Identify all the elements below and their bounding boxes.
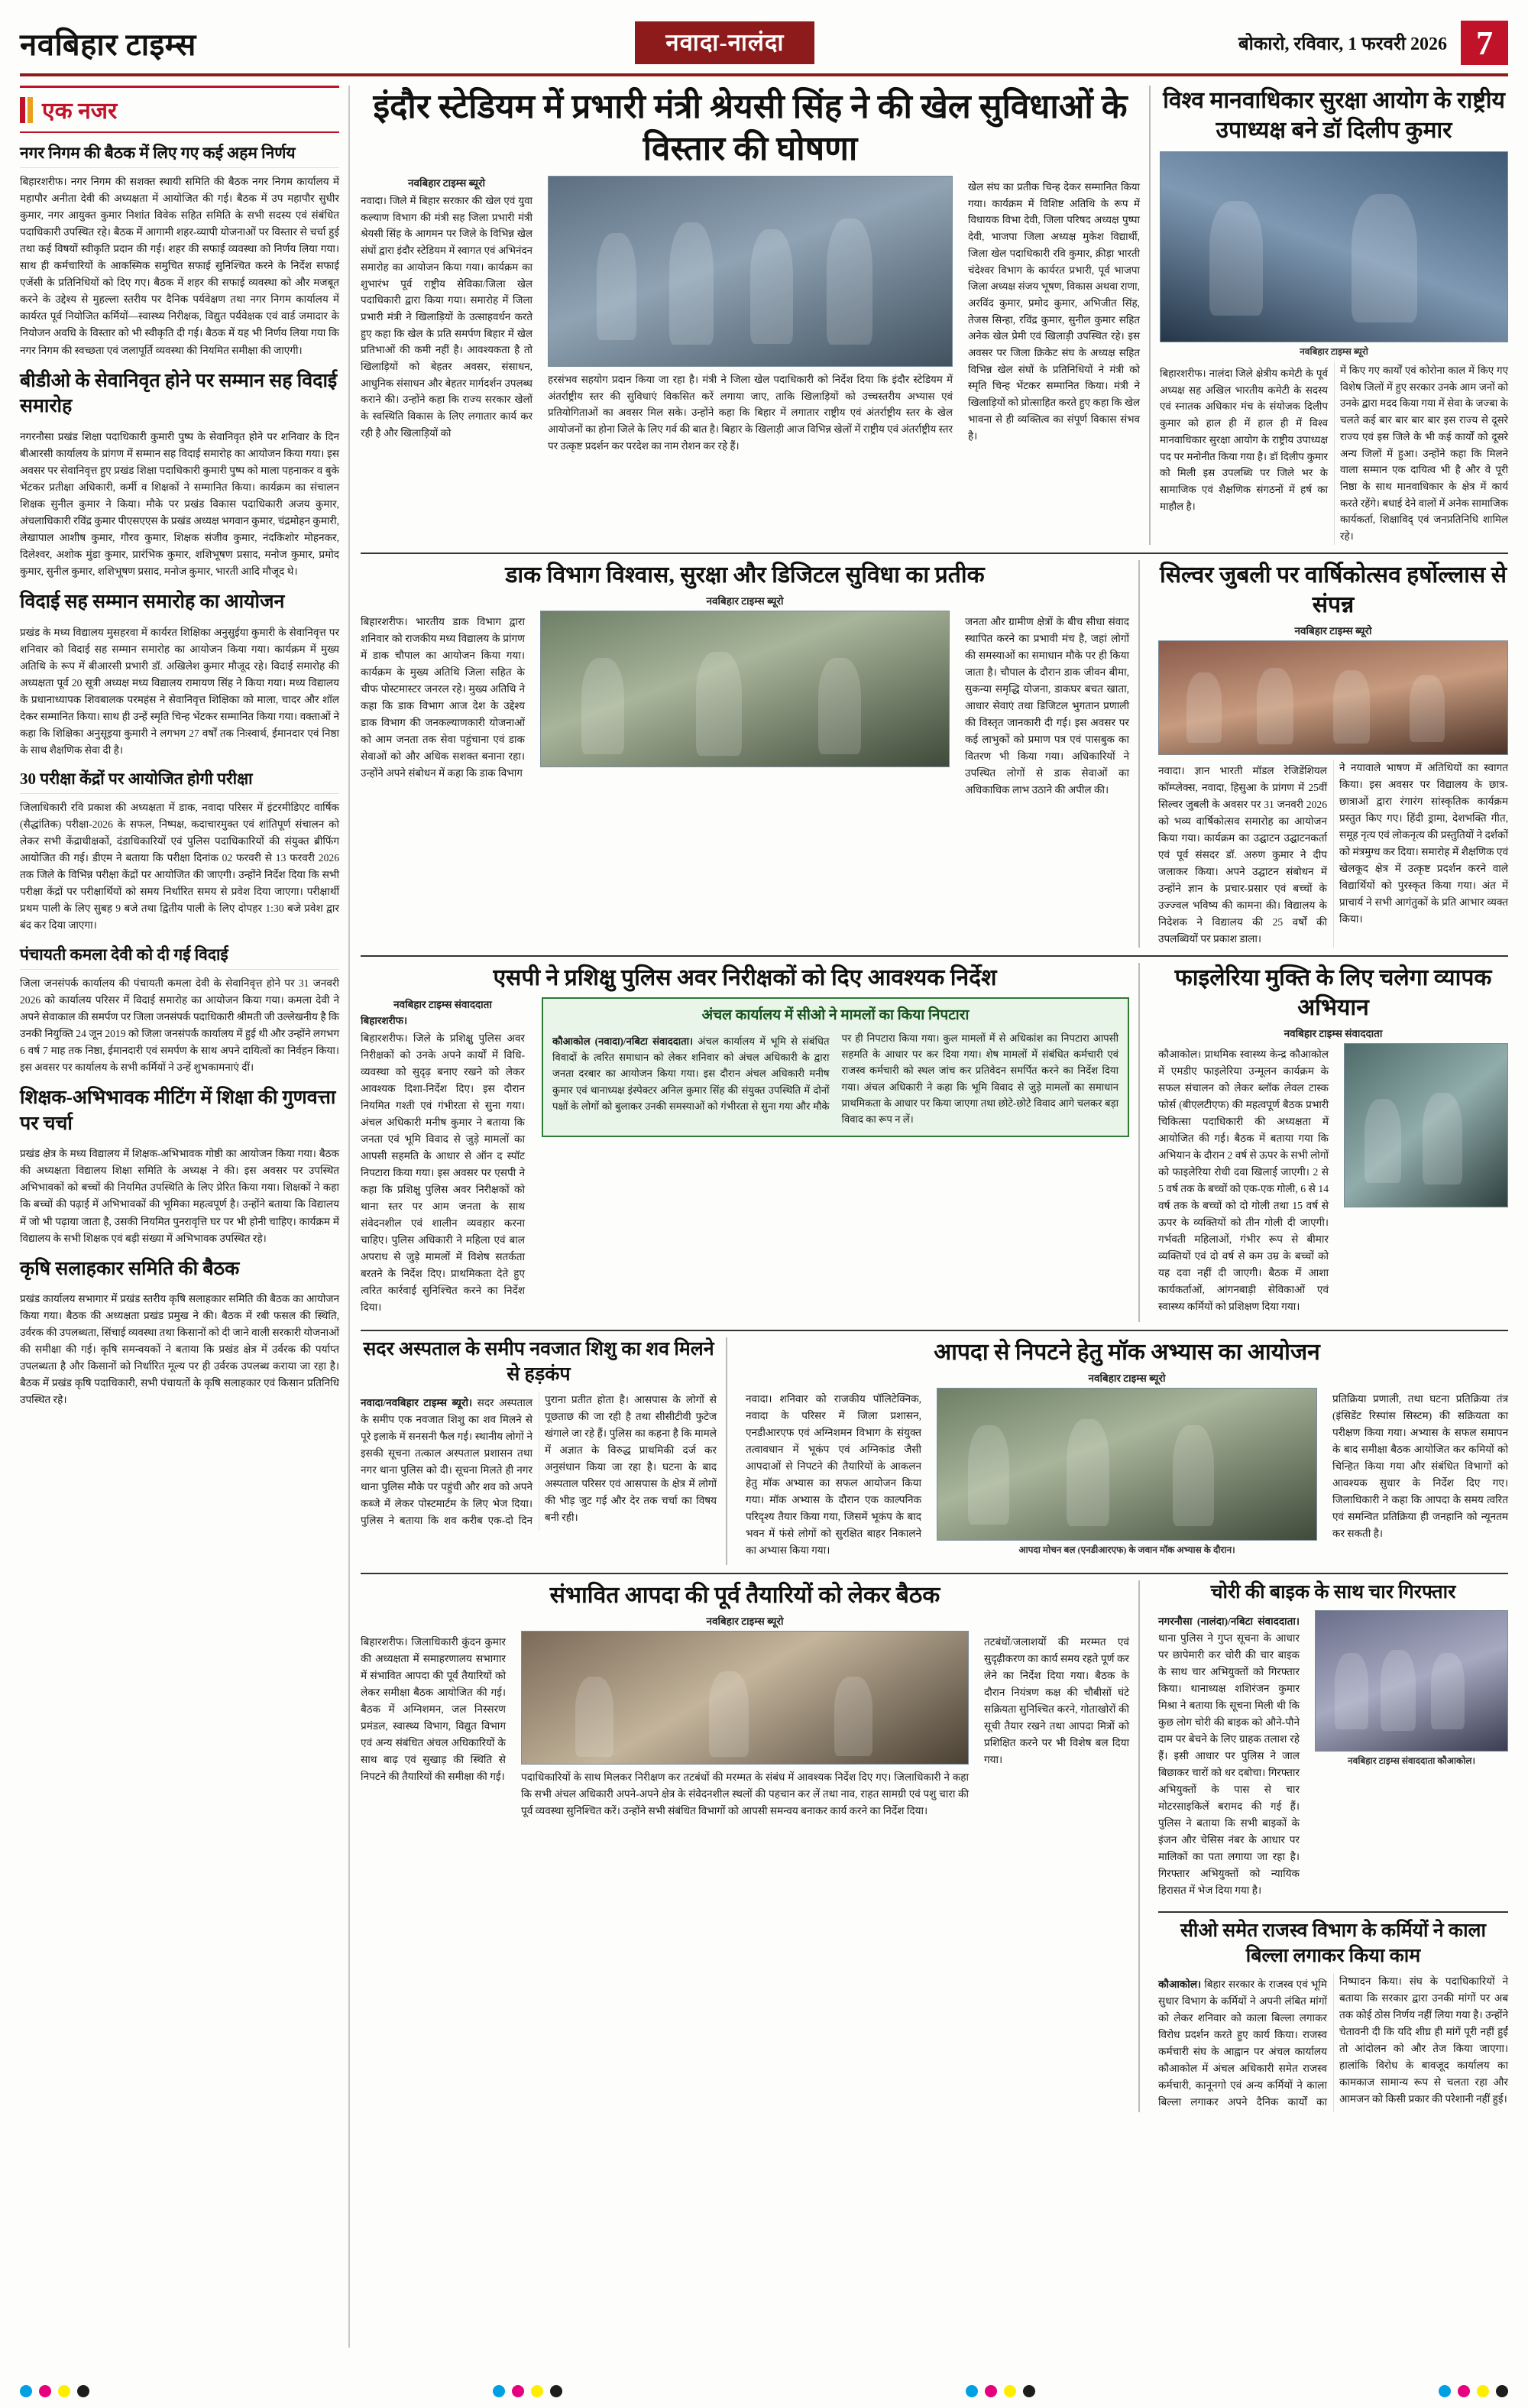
lead-photo-wrap <box>542 176 959 461</box>
preparedness-photo <box>521 1631 969 1765</box>
post-photo <box>540 611 950 767</box>
bike-photo <box>1315 1610 1508 1752</box>
sdpo-body: बिहारशरीफ। जिले के प्रशिक्षु पुलिस अवर निरीक्षकों को उनके अपने कार्यों में विधि-व्यवस्था को सुदृढ़ बनाए रखने को लेकर आवश्यक दिशा-निर्देश दिए। इस दौरान नियमित गश्ती एवं गंभीरता से सुना गया। अंचल अधिकारी मनीष कुमार ने बताया कि जनता एवं भूमि विवाद से जुड़े मामलों का आपसी सहमति के आधार से ऑन द स्पॉट निपटारा किया गया। इस अवसर पर एसपी ने कहा कि प्रशिक्षु पुलिस अवर निरीक्षकों को थाना स्तर पर आम जनता के साथ संवेदनशील एवं शालीन व्यवहार करना चाहिए। पुलिस अधिकारी ने महिला एवं बाल अपराध से जुड़े मामलों में विशेष सतर्कता बरतने के निर्देश दिए। प्राथमिकता देते हुए त्वरित कार्रवाई सुनिश्चित करने का निर्देश दिया। <box>361 1032 525 1314</box>
preparedness-body-2: पदाधिकारियों के साथ मिलकर निरीक्षण कर तटबंधों की मरम्मत के संबंध में आवश्यक निर्देश दिए गए। जिलाधिकारी ने कहा कि सभी अंचल अधिकारी अपने-अपने क्षेत्र के संवेदनशील स्थलों की पहचान कर लें तथा नाव, राहत सामग्री एवं पशु चारा की पूर्व व्यवस्था सुनिश्चित करें। उन्होंने सभी संबंधित विभागों को आपसी समन्वय बनाकर कार्य करने का निर्देश दिया। <box>521 1771 969 1817</box>
mock-story <box>736 1337 1508 1565</box>
ek-nazar-header <box>20 86 339 133</box>
sidebar-article <box>20 1085 339 1247</box>
article-body: जिलाधिकारी रवि प्रकाश की अध्यक्षता में डाक, नवादा परिसर में इंटरमीडिएट वार्षिक (सैद्धांतिक) परीक्षा-2026 के सफल, निष्पक्ष, कदाचारमुक्त एवं शांतिपूर्ण संचालन को लेकर सभी केंद्राधीक्षकों, दंडाधिकारियों एवं पुलिस पदाधिकारियों की संयुक्त ब्रीफिंग आयोजित की गई। डीएम ने बताया कि परीक्षा दिनांक 02 फरवरी से 13 फरवरी 2026 तक जिले के विभिन्न परीक्षा केंद्रों पर आयोजित की जाएगी। उन्होंने निर्देश दिया कि सभी परीक्षा केंद्रों पर परीक्षार्थियों को समय निर्धारित समय से प्रवेश दिया जाएगा। परीक्षार्थी प्रथम पाली के लिए सुबह 9 बजे तथा द्वितीय पाली के लिए दोपहर 1:30 बजे प्रवेश द्वार बंद कर दिया जाएगा। <box>20 802 339 932</box>
filaria-photo <box>1344 1043 1508 1207</box>
mock-headline: आपदा से निपटने हेतु मॉक अभ्यास का आयोजन <box>934 1340 1320 1366</box>
lead-body-3: खेल संघ का प्रतीक चिन्ह देकर सम्मानित किया गया। कार्यक्रम में विशिष्ट अतिथि के रूप में विधायक विभा देवी, जिला परिषद अध्यक्ष पुष्पा देवी, भाजपा जिला अध्यक्ष मुकेश विद्यार्थी, जिला खेल पदाधिकारी रवि कुमार, क्रीड़ा भारती चंदेश्वर विभाग के कार्यरत प्रभारी, पूर्व भाजपा जिला अध्यक्ष संजय भूषण, विकास अथवा राणा, अरविंद कुमार, प्रमोद कुमार, अभिजीत सिंह, तेजस सिन्हा, रविंद्र कुमार, सुनील कुमार सहित अनेक खेल प्रेमी एवं खिलाड़ी उपस्थित रहे। इस अवसर पर जिला क्रिकेट संघ के अध्यक्ष सहित विभिन्न खेल संघों के प्रतिनिधियों ने मंत्री को स्मृति चिन्ह भेंटकर सम्मानित किया। मंत्री ने खिलाड़ियों को प्रोत्साहित करते हुए कहा कि खेल भावना से ही व्यक्तित्व का संपूर्ण विकास संभव है। <box>968 181 1140 442</box>
silver-byline: नवबिहार टाइम्स ब्यूरो <box>1294 624 1372 637</box>
dateline: बोकारो, रविवार, 1 फरवरी 2026 <box>1238 34 1447 54</box>
color-registration-bar <box>20 2385 1508 2397</box>
blackbadge-headline: सीओ समेत राजस्व विभाग के कर्मियों ने काला बिल्ला लगाकर किया काम <box>1180 1920 1486 1966</box>
newborn-headline: सदर अस्पताल के समीप नवजात शिशु का शव मिलने से हड़कंप <box>363 1339 714 1385</box>
left-sidebar-column <box>20 86 350 2348</box>
silver-headline: सिल्वर जुबली पर वार्षिकोत्सव हर्षोल्लास से संपन्न <box>1160 562 1507 617</box>
bike-headline: चोरी की बाइक के साथ चार गिरफ्तार <box>1210 1582 1456 1603</box>
post-byline: नवबिहार टाइम्स ब्यूरो <box>706 595 784 607</box>
sdpo-dateline: बिहारशरीफ। <box>361 1014 408 1026</box>
lead-photo <box>548 176 953 367</box>
greenbox-body <box>552 1030 1118 1128</box>
top-right-body-2: में किए गए कार्यों एवं कोरोना काल में किए गए विशेष जिलों में हुए सरकार उनके आम जनों को उनके द्वारा मदद किया गया में सेवा के जज्बा के चलते कई बार बार बार बार इस राज्य से दूसरे राज्य एवं इस जिले के भी कई कार्यों को दूसरे अन्य जिलों में हुआ। उन्होंने कहा कि मिलने वाला सम्मान एक दायित्व भी है और वे पूरी निष्ठा के साथ मानवाधिकार के क्षेत्र में कार्य करते रहेंगे। बधाई देने वालों में अनेक सामाजिक कार्यकर्ता, शिक्षाविद् एवं जनप्रतिनिधि शामिल रहे। <box>1340 365 1508 543</box>
lead-body-2: हरसंभव सहयोग प्रदान किया जा रहा है। मंत्री ने जिला खेल पदाधिकारी को निर्देश दिया कि इंदौर स्टेडियम में अंतर्राष्ट्रीय स्तर की सुविधाएं विकसित करें लगाया जाए, ताकि खिलाड़ियों को उच्चस्तरीय अभ्यास एवं प्रतियोगिताओं का अवसर मिल सके। उन्होंने कहा कि बिहार में लगातार राष्ट्रीय एवं अंतर्राष्ट्रीय स्तर के खेल आयोजनों का होना जिले के लिए गर्व की बात है। बिहार के खिलाड़ी आज विभिन्न खेलों में राष्ट्रीय एवं अंतर्राष्ट्रीय स्तर पर उत्कृष्ट प्रदर्शन कर परदेश का नाम रोशन कर रहे हैं। <box>548 374 953 452</box>
fifth-row <box>361 1573 1508 2112</box>
newspaper-title: नवबिहार टाइम्स <box>20 27 196 62</box>
masthead <box>20 17 1508 76</box>
preparedness-body-1: बिहारशरीफ। जिलाधिकारी कुंदन कुमार की अध्यक्षता में समाहरणालय सभागार में संभावित आपदा की पूर्व तैयारियों को लेकर समीक्षा बैठक आयोजित की गई। बैठक में अग्निशमन, जल निस्सरण प्रमंडल, स्वास्थ्य विभाग, विद्युत विभाग एवं अन्य संबंधित अंचल अधिकारियों के साथ बाढ़ एवं सुखाड़ की स्थिति से निपटने की तैयारियों की समीक्षा की गई। <box>361 1636 506 1783</box>
blackbadge-byline: कौआकोल। <box>1158 1979 1202 1991</box>
blackbadge-story <box>1158 1911 1508 2112</box>
third-row <box>361 955 1508 1322</box>
sdpo-story <box>361 963 1140 1322</box>
article-headline: शिक्षक-अभिभावक मीटिंग में शिक्षा की गुणवत्ता पर चर्चा <box>20 1087 336 1134</box>
filaria-byline: नवबिहार टाइम्स संवाददाता <box>1284 1027 1383 1039</box>
main-column <box>361 86 1508 2348</box>
newborn-body <box>361 1392 717 1531</box>
sidebar-article <box>20 944 339 1076</box>
top-right-photo <box>1160 151 1508 342</box>
post-headline: डाक विभाग विश्वास, सुरक्षा और डिजिटल सुविधा का प्रतीक <box>505 562 985 588</box>
ek-nazar-title: एक नजर <box>42 99 118 124</box>
blackbadge-body <box>1158 1973 1508 2112</box>
article-body: प्रखंड कार्यालय सभागार में प्रखंड स्तरीय कृषि सलाहकार समिति की बैठक का आयोजन किया गया। बैठक की अध्यक्षता प्रखंड प्रमुख ने की। बैठक में रबी फसल की स्थिति, उर्वरक की उपलब्धता, सिंचाई व्यवस्था तथा किसानों को दी जाने वाली सरकारी योजनाओं की समीक्षा की गई। कृषि समन्वयकों ने बताया कि प्रखंड क्षेत्र में उर्वरक की पर्याप्त उपलब्धता है और किसानों को निर्धारित मूल्य पर ही उर्वरक उपलब्ध कराया जा रहा है। बैठक में प्रखंड कृषि पदाधिकारी, सभी पंचायतों के कृषि सलाहकार एवं किसान प्रतिनिधि उपस्थित रहे। <box>20 1293 339 1406</box>
top-row <box>361 86 1508 545</box>
second-row <box>361 553 1508 948</box>
lead-story <box>361 86 1140 545</box>
blackbadge-text: बिहार सरकार के राजस्व एवं भूमि सुधार विभाग के कर्मियों ने अपनी लंबित मांगों को लेकर शनिवार को काला बिल्ला लगाकर विरोध प्रदर्शन करते हुए कार्य किया। राजस्व कर्मचारी संघ के आह्वान पर अंचल कार्यालय कौआकोल में अंचल अधिकारी समेत राजस्व कर्मचारी, कानूनगो एवं अन्य कर्मियों ने काला बिल्ला लगाकर अपने दैनिक कार्यों का निष्पादन किया। संघ के पदाधिकारियों ने बताया कि सरकार द्वारा उनकी मांगों पर अब तक कोई ठोस निर्णय नहीं लिया गया है। उन्होंने चेतावनी दी कि यदि शीघ्र ही मांगें पूरी नहीं हुईं तो आंदोलन को और तेज किया जाएगा। हालांकि विरोध के बावजूद कार्यालय का कामकाज सामान्य रूप से चलता रहा और आमजन को किसी प्रकार की परेशानी नहीं हुई। <box>1158 1975 1508 2108</box>
mock-photo <box>937 1388 1317 1541</box>
greenbox-byline: कौआकोल (नवादा)/नबिटा संवाददाता। <box>552 1035 694 1047</box>
lead-body-1: नवादा। जिले में बिहार सरकार की खेल एवं युवा कल्याण विभाग की मंत्री सह जिला प्रभारी मंत्री श्रेयसी सिंह के आगमन पर जिले के विभिन्न खेल संघों द्वारा इंदौर स्टेडियम में स्वागत एवं अभिनंदन समारोह का आयोजन किया गया। कार्यक्रम का शुभारंभ पूर्व राष्ट्रीय सेविका/जिला खेल पदाधिकारी द्वारा किया गया। समारोह में जिला प्रभारी मंत्री ने खिलाड़ियों के उत्साहवर्धन करते हुए कहा कि खेल के प्रति समर्पण बिहार में खेल प्रतिभाओं की कमी नहीं है। आवश्यकता है तो खिलाड़ियों को बेहतर अवसर, संसाधन, आधुनिक संसाधन और बेहतर मार्गदर्शन उपलब्ध कराने की। उन्होंने कहा कि राज्य सरकार खेलों के स्वस्थिति विकास के लिए लगातार कार्य कर रही है और खिलाड़ियों को <box>361 195 533 439</box>
top-right-story <box>1149 86 1508 545</box>
post-body-1: बिहारशरीफ। भारतीय डाक विभाग द्वारा शनिवार को राजकीय मध्य विद्यालय के प्रांगण में डाक चौपाल का आयोजन किया गया। कार्यक्रम के मुख्य अतिथि जिला सहित के चीफ पोस्टमास्टर जनरल रहे। मुख्य अतिथि ने कहा कि डाक विभाग आज देश के उद्देश्य डाक विभाग की जनकल्याणकारी योजनाओं को आम जनता तक सेवा पहुंचाना एवं डाक सेवाओं को और अधिक सशक्त बनाना रहा। उन्होंने अपने संबोधन में कहा कि डाक विभाग <box>361 615 525 779</box>
page-number: 7 <box>1461 21 1508 65</box>
article-body: प्रखंड के मध्य विद्यालय मुसहरवा में कार्यरत शिक्षिका अनुसुईया कुमारी के सेवानिवृत्त पर शनिवार को विदाई सह सम्मान समारोह का आयोजन किया गया। कार्यक्रम में मुख्य अतिथि के रूप में बीआरसी प्रभारी डॉ. अखिलेश कुमार मौजूद रहे। विदाई समारोह की अध्यक्षता पूर्व 20 सूत्री अध्यक्ष मध्य विद्यालय रामायण सिंह ने किया गया। मध्य विद्यालय के प्रधानाध्यापक शिवबालक परमहंस ने सेवानिवृत्त शिक्षिका को माला, चादर और शॉल देकर सम्मानित किया। साथ ही उन्हें स्मृति चिन्ह भेंटकर सम्मानित किया गया। वक्ताओं ने कहा कि शिक्षिका अनुसूइया कुमारी ने लगभग 27 वर्षों तक निःस्वार्थ, ईमानदार एवं निष्ठा के साथ शैक्षणिक सेवा दी है। <box>20 626 339 757</box>
article-headline: 30 परीक्षा केंद्रों पर आयोजित होगी परीक्षा <box>20 768 339 794</box>
silver-story <box>1149 560 1508 948</box>
article-body: नगरनौसा प्रखंड शिक्षा पदाधिकारी कुमारी पुष्प के सेवानिवृत होने पर शनिवार के दिन बीआरसी कार्यालय के प्रांगण में सम्मान सह विदाई समारोह का आयोजन किया गया। इस अवसर पर सेवानिवृत्त हुए प्रखंड शिक्षा पदाधिकारी कुमारी पुष्प को माला पहनाकर व बुके भेंटकर प्रतीक्षा अधिकारी, कर्मी व शिक्षकों ने सम्मानित किया। कार्यक्रम का संचालन शिक्षक सुनील कुमार ने किया। मौके पर प्रखंड विकास पदाधिकारी अजय कुमार, अंचलाधिकारी रविंद्र कुमार पीएसएएस के प्रखंड अध्यक्ष भगवान कुमार, चंद्रमोहन कुमारी, लेखापाल आशीष कुमार, गौरव कुमार, शिक्षक संजीव कुमार, नंदकिशोर मोहनकर, दिलेश्वर, अशोक मुंडा कुमार, प्रारंभिक कुमार, शशिभूषण प्रसाद, मनोज कुमार, प्रमोद कुमार, सुनील कुमार, शशिभूषण प्रसाद, मनोज कुमार, भारती आदि मौजूद थे। <box>20 431 339 578</box>
sidebar-article <box>20 589 339 759</box>
greenbox-headline: अंचल कार्यालय में सीओ ने मामलों का किया निपटारा <box>701 1006 970 1023</box>
top-right-body-1: बिहारशरीफ। नालंदा जिले क्षेत्रीय कमेटी के पूर्व अध्यक्ष सह अखिल भारतीय कमेटी के सदस्य एवं स्नातक अधिकार मंच के संयोजक दिलीप कुमार को हाल ही में हाल ही में विश्व मानवाधिकार सुरक्षा आयोग के राष्ट्रीय उपाध्यक्ष पद पर मनोनीत किया गया है। डॉ दिलीप कुमार को मिली इस उपलब्धि पर जिले भर के सामाजिक एवं शैक्षणिक संगठनों में हर्ष का माहौल है। <box>1160 368 1328 512</box>
post-story <box>361 560 1140 948</box>
newborn-story <box>361 1337 727 1565</box>
filaria-body: कौआकोल। प्राथमिक स्वास्थ्य केन्द्र कौआकोल में एमडीए फाइलेरिया उन्मूलन कार्यक्रम के सफल संचालन को लेकर ब्लॉक लेवल टास्क फोर्स (बीएलटीएफ) की महत्वपूर्ण बैठक प्रभारी चिकित्सा पदाधिकारी की अध्यक्षता में आयोजित की गई। बैठक में बताया गया कि अभियान के दौरान 2 वर्ष से ऊपर के सभी लोगों को फाइलेरिया रोधी दवा खिलाई जाएगी। 2 से 5 वर्ष तक के बच्चों को एक-एक गोली, 6 से 14 वर्ष तक के बच्चों को दो गोली तथा 15 वर्ष से ऊपर के व्यक्तियों को तीन गोली दी जाएगी। गर्भवती महिलाओं, गंभीर रूप से बीमार व्यक्तियों एवं दो वर्ष से कम उम्र के बच्चों को यह दवा नहीं दी जाएगी। बैठक में आशा कार्यकर्ताओं, आंगनबाड़ी सेविकाओं एवं स्वास्थ्य कर्मियों को प्रशिक्षण दिया गया। <box>1158 1048 1329 1313</box>
preparedness-story <box>361 1580 1140 2112</box>
lead-col-3 <box>968 176 1140 461</box>
sidebar-article <box>20 368 339 581</box>
filaria-story <box>1149 963 1508 1322</box>
newborn-text: सदर अस्पताल के समीप एक नवजात शिशु का शव मिलने से पूरे इलाके में सनसनी फैल गई। स्थानीय लोगों ने इसकी सूचना तत्काल अस्पताल प्रशासन तथा नगर थाना पुलिस को दी। सूचना मिलते ही नगर थाना पुलिस मौके पर पहुंची और शव को अपने कब्जे में लेकर पोस्टमार्टम के लिए भेज दिया। पुलिस ने बताया कि शव करीब एक-दो दिन पुराना प्रतीत होता है। आसपास के लोगों से पूछताछ की जा रही है तथा सीसीटीवी फुटेज खंगाले जा रहे हैं। पुलिस का कहना है कि मामले में अज्ञात के विरुद्ध प्राथमिकी दर्ज कर अनुसंधान किया जा रहा है। घटना के बाद अस्पताल परिसर एवं आसपास के क्षेत्र में लोगों की भीड़ जुट गई और देर तक चर्चा का विषय बनी रही। <box>361 1394 717 1527</box>
sdpo-byline: नवबिहार टाइम्स संवाददाता <box>393 998 492 1010</box>
article-headline: बीडीओ के सेवानिवृत होने पर सम्मान सह विदाई समारोह <box>20 370 338 417</box>
preparedness-headline: संभावित आपदा की पूर्व तैयारियों को लेकर बैठक <box>549 1583 940 1609</box>
blackbadge-photo-caption: नवबिहार टाइम्स संवाददाता कौआकोल। <box>1347 1755 1476 1766</box>
mock-photo-caption: आपदा मोचन बल (एनडीआरएफ) के जवान मॉक अभ्यास के दौरान। <box>1018 1544 1235 1556</box>
masthead-right <box>1238 21 1508 65</box>
filaria-headline: फाइलेरिया मुक्ति के लिए चलेगा व्यापक अभियान <box>1174 964 1492 1020</box>
mock-body-1: नवादा। शनिवार को राजकीय पॉलिटेक्निक, नवादा के परिसर में जिला प्रशासन, एनडीआरएफ एवं अग्निशमन विभाग के संयुक्त तत्वावधान में भूकंप एवं अग्निकांड जैसी आपदाओं से निपटने की तैयारियों के आकलन हेतु मॉक अभ्यास का सफल आयोजन किया गया। मॉक अभ्यास के दौरान एक काल्पनिक परिदृश्य तैयार किया गया, जिसमें भूकंप के बाद भवन में फंसे लोगों को सुरक्षित बाहर निकालने का अभ्यास किया गया। <box>746 1393 921 1557</box>
masthead-center <box>212 21 1238 64</box>
article-headline: नगर निगम की बैठक में लिए गए कई अहम निर्णय <box>20 142 339 168</box>
newborn-byline: नवादा/नवबिहार टाइम्स ब्यूरो। <box>361 1397 473 1409</box>
page-content <box>20 86 1508 2348</box>
right-bottom-stack <box>1149 1580 1508 2112</box>
post-body-2: जनता और ग्रामीण क्षेत्रों के बीच सीधा संवाद स्थापित करने का प्रभावी मंच है, जहां लोगों की समस्याओं का समाधान मौके पर ही किया जाता है। चौपाल के दौरान डाक जीवन बीमा, सुकन्या समृद्धि योजना, डाकघर बचत खाता, आधार सेवाएं तथा डिजिटल भुगतान प्रणाली की विस्तृत जानकारी दी गई। इस अवसर पर कई लाभुकों को प्रमाण पत्र एवं पासबुक का वितरण भी किया गया। अधिकारियों ने उपस्थित लोगों से डाक सेवाओं का अधिकाधिक लाभ उठाने की अपील की। <box>965 615 1129 796</box>
top-right-photo-credit: नवबिहार टाइम्स ब्यूरो <box>1300 346 1368 357</box>
top-right-headline: विश्व मानवाधिकार सुरक्षा आयोग के राष्ट्रीय उपाध्यक्ष बने डॉ दिलीप कुमार <box>1163 88 1505 143</box>
mock-byline: नवबिहार टाइम्स ब्यूरो <box>1088 1373 1166 1385</box>
fourth-row <box>361 1330 1508 1565</box>
article-headline: पंचायती कमला देवी को दी गई विदाई <box>20 944 339 970</box>
lead-byline: नवबिहार टाइम्स ब्यूरो <box>408 177 485 189</box>
edition-badge: नवादा-नालंदा <box>635 21 814 64</box>
greenbox-text: अंचल कार्यालय में भूमि से संबंधित विवादों के त्वरित समाधान को लेकर शनिवार को अंचल अधिकारी के द्वारा जनता दरबार का आयोजन किया गया। इस दौरान अंचल अधिकारी मनीष कुमार एवं थानाध्यक्ष इंस्पेक्टर अनिल कुमार सिंह की संयुक्त उपस्थिति में दोनों पक्षों के लोगों को बुलाकर उनकी समस्याओं को गंभीरता से सुना गया और मौके पर ही निपटारा किया गया। कुल मामलों में से अधिकांश का निपटारा आपसी सहमति के आधार पर कर दिया गया। शेष मामलों में संबंधित कर्मचारी एवं राजस्व कर्मचारी को स्थल जांच कर प्रतिवेदन समर्पित करने का निर्देश दिया गया। अंचल अधिकारी ने कहा कि भूमि विवाद से जुड़े मामलों का समाधान प्राथमिकता के आधार पर किया जाएगा तथा छोटे-छोटे विवाद आगे चलकर बड़ा विवाद का रूप न लें। <box>552 1032 1118 1126</box>
lead-col-1 <box>361 176 533 461</box>
silver-photo <box>1158 640 1508 755</box>
bike-body <box>1158 1613 1300 1899</box>
silver-body-1: नवादा। ज्ञान भारती मॉडल रेजिडेंशियल कॉम्प्लेक्स, नवादा, हिसुआ के प्रांगण में 25वीं सिल्वर जुबली के अवसर पर 31 जनवरी 2026 को भव्य वार्षिकोत्सव समारोह का आयोजन किया गया। कार्यक्रम का उद्घाटन उद्घाटनकर्ता एवं पूर्व संसदर डॉ. अरुण कुमार ने दीप जलाकर किया। अपने उद्घाटन संबोधन में उन्होंने ज्ञान के प्रचार-प्रसार एवं बच्चों के उज्ज्वल भविष्य की कामना की। विद्यालय के निदेशक ने विद्यालय की 25 वर्षों की उपलब्धियों पर प्रकाश डाला। <box>1158 764 1327 945</box>
sidebar-article <box>20 1256 339 1409</box>
bike-text: थाना पुलिस ने गुप्त सूचना के आधार पर छापेमारी कर चोरी की चार बाइक के साथ चार अभियुक्तों को गिरफ्तार किया। थानाध्यक्ष शशिरंजन कुमार मिश्रा ने बताया कि सूचना मिली थी कि कुछ लोग चोरी की बाइक को औने-पौने दाम पर बेचने के लिए ग्राहक तलाश रहे हैं। इसी आधार पर पुलिस ने जाल बिछाकर चारों को धर दबोचा। गिरफ्तार अभियुक्तों के पास से चार मोटरसाइकिलें बरामद की गई हैं। पुलिस ने बताया कि सभी बाइकों के इंजन और चेसिस नंबर के आधार पर मालिकों का पता लगाया जा रहा है। गिरफ्तार अभियुक्तों को न्यायिक हिरासत में भेज दिया गया है। <box>1158 1632 1300 1897</box>
article-headline: कृषि सलाहकार समिति की बैठक <box>20 1258 240 1279</box>
article-body: प्रखंड क्षेत्र के मध्य विद्यालय में शिक्षक-अभिभावक गोष्ठी का आयोजन किया गया। बैठक की अध्यक्षता विद्यालय शिक्षा समिति के अध्यक्ष ने की। इस अवसर पर उपस्थित अभिभावकों को बच्चों की नियमित उपस्थिति के लिए प्रेरित किया गया। शिक्षकों ने कहा कि बच्चों की पढ़ाई में अभिभावकों की भूमिका महत्वपूर्ण है। उन्होंने बताया कि विद्यालय में जो भी पढ़ाया जाता है, उसकी नियमित पुनरावृत्ति घर पर भी होनी चाहिए। कार्यक्रम में विद्यालय के सभी शिक्षक एवं बड़ी संख्या में अभिभावक उपस्थित रहे। <box>20 1148 339 1244</box>
decorative-bars-icon <box>20 97 33 123</box>
silver-body-2: ने नयावाले भाषण में अतिथियों का स्वागत किया। इस अवसर पर विद्यालय के छात्र-छात्राओं द्वारा रंगारंग सांस्कृतिक कार्यक्रम प्रस्तुत किए गए। हिंदी ड्रामा, देशभक्ति गीत, समूह नृत्य एवं लोकनृत्य की प्रस्तुतियों ने दर्शकों को मंत्रमुग्ध कर दिया। समारोह में शैक्षणिक एवं खेलकूद क्षेत्र में उत्कृष्ट प्रदर्शन करने वाले विद्यार्थियों को पुरस्कृत किया गया। अंत में प्राचार्य ने सभी आगंतुकों के प्रति आभार व्यक्त किया। <box>1339 761 1508 925</box>
article-body: जिला जनसंपर्क कार्यालय की पंचायती कमला देवी के सेवानिवृत्त होने पर 31 जनवरी 2026 को कार्यालय परिसर में विदाई समारोह का आयोजन किया गया। कमला देवी ने अपने सेवाकाल की समर्पण पर जिला जनसंपर्क पदाधिकारी श्रीमती जी उल्लेखनीय है कि उनकी नियुक्ति 24 जून 2019 को जिला जनसंपर्क कार्यालय में हुई थी और उन्होंने लगभग 6 वर्ष 7 माह तक निष्ठा, ईमानदारी एवं समर्पण के साथ अपने दायित्वों का निर्वहन किया। इस अवसर पर कार्यालय के सभी कर्मियों ने उन्हें शुभकामनाएं दीं। <box>20 977 339 1073</box>
article-body: बिहारशरीफ। नगर निगम की सशक्त स्थायी समिति की बैठक नगर निगम कार्यालय में महापौर अनीता देवी की अध्यक्षता में आयोजित की गई। बैठक में उप महापौर सुधीर कुमार, नगर आयुक्त कुमार निशांत विवेक सहित समिति के सभी सदस्य एवं संबंधित पदाधिकारी उपस्थित रहे। बैठक में आगामी शहर-व्यापी योजनाओं पर विस्तार से चर्चा हुई तथा कई विषयों स्वीकृति प्रदान की गई। शहर की सफाई व्यवस्था को निर्णय लिया गया। साथ ही कर्मचारियों के आकस्मिक समुचित सफाई सुनिश्चित करने के निर्देश सफाई एजेंसी के प्रतिनिधियों को दिए गए। बैठक में शहर की सफाई व्यवस्था को और मजबूत करने के उद्देश्य से मुहल्ला स्तरीय पर दैनिक पर्यवेक्षण तथा नगर निगम कार्यालय में कार्यरत पूर्व नियोजित कर्मियों—स्वास्थ्य निरीक्षक, विद्युत पर्यवेक्षक एवं वार्ड जमादार के नियोजन अवधि के विस्तार को भी स्वीकृति दी गई। बैठक में यह भी निर्णय लिया गया कि नगर निगम की स्वच्छता एवं जलापूर्ति व्यवस्था की नियमित समीक्षा की जाएगी। <box>20 176 339 356</box>
preparedness-body-3: तटबंधों/जलाशयों की मरम्मत एवं सुदृढ़ीकरण का कार्य समय रहते पूर्ण कर लेने का निर्देश दिया गया। बैठक के दौरान नियंत्रण कक्ष की चौबीसों घंटे सक्रियता सुनिश्चित करने, गोताखोरों की सूची तैयार रखने तथा आपदा मित्रों को प्रशिक्षित करने पर भी विशेष बल दिया गया। <box>984 1636 1129 1766</box>
sidebar-article <box>20 142 339 359</box>
greenbox-article <box>542 997 1129 1137</box>
article-headline: विदाई सह सम्मान समारोह का आयोजन <box>20 591 285 613</box>
bike-byline: नगरनौसा (नालंदा)/नबिटा संवाददाता। <box>1158 1615 1300 1627</box>
mock-body-2: प्रतिक्रिया प्रणाली, तथा घटना प्रतिक्रिया तंत्र (इंसिडेंट रिस्पांस सिस्टम) की सक्रियता का परीक्षण किया गया। अभ्यास के सफल समापन के बाद समीक्षा बैठक आयोजित कर कमियों को चिन्हित किया गया और संबंधित विभागों को आवश्यक सुधार के निर्देश दिए गए। जिलाधिकारी ने कहा कि आपदा के समय त्वरित एवं समन्वित प्रतिक्रिया ही जनहानि को न्यूनतम कर सकती है। <box>1332 1393 1508 1540</box>
sdpo-headline: एसपी ने प्रशिक्षु पुलिस अवर निरीक्षकों को दिए आवश्यक निर्देश <box>493 964 997 990</box>
sidebar-article <box>20 768 339 934</box>
lead-headline: इंदौर स्टेडियम में प्रभारी मंत्री श्रेयसी सिंह ने की खेल सुविधाओं के विस्तार की घोषणा <box>373 88 1128 167</box>
preparedness-byline: नवबिहार टाइम्स ब्यूरो <box>706 1616 784 1628</box>
